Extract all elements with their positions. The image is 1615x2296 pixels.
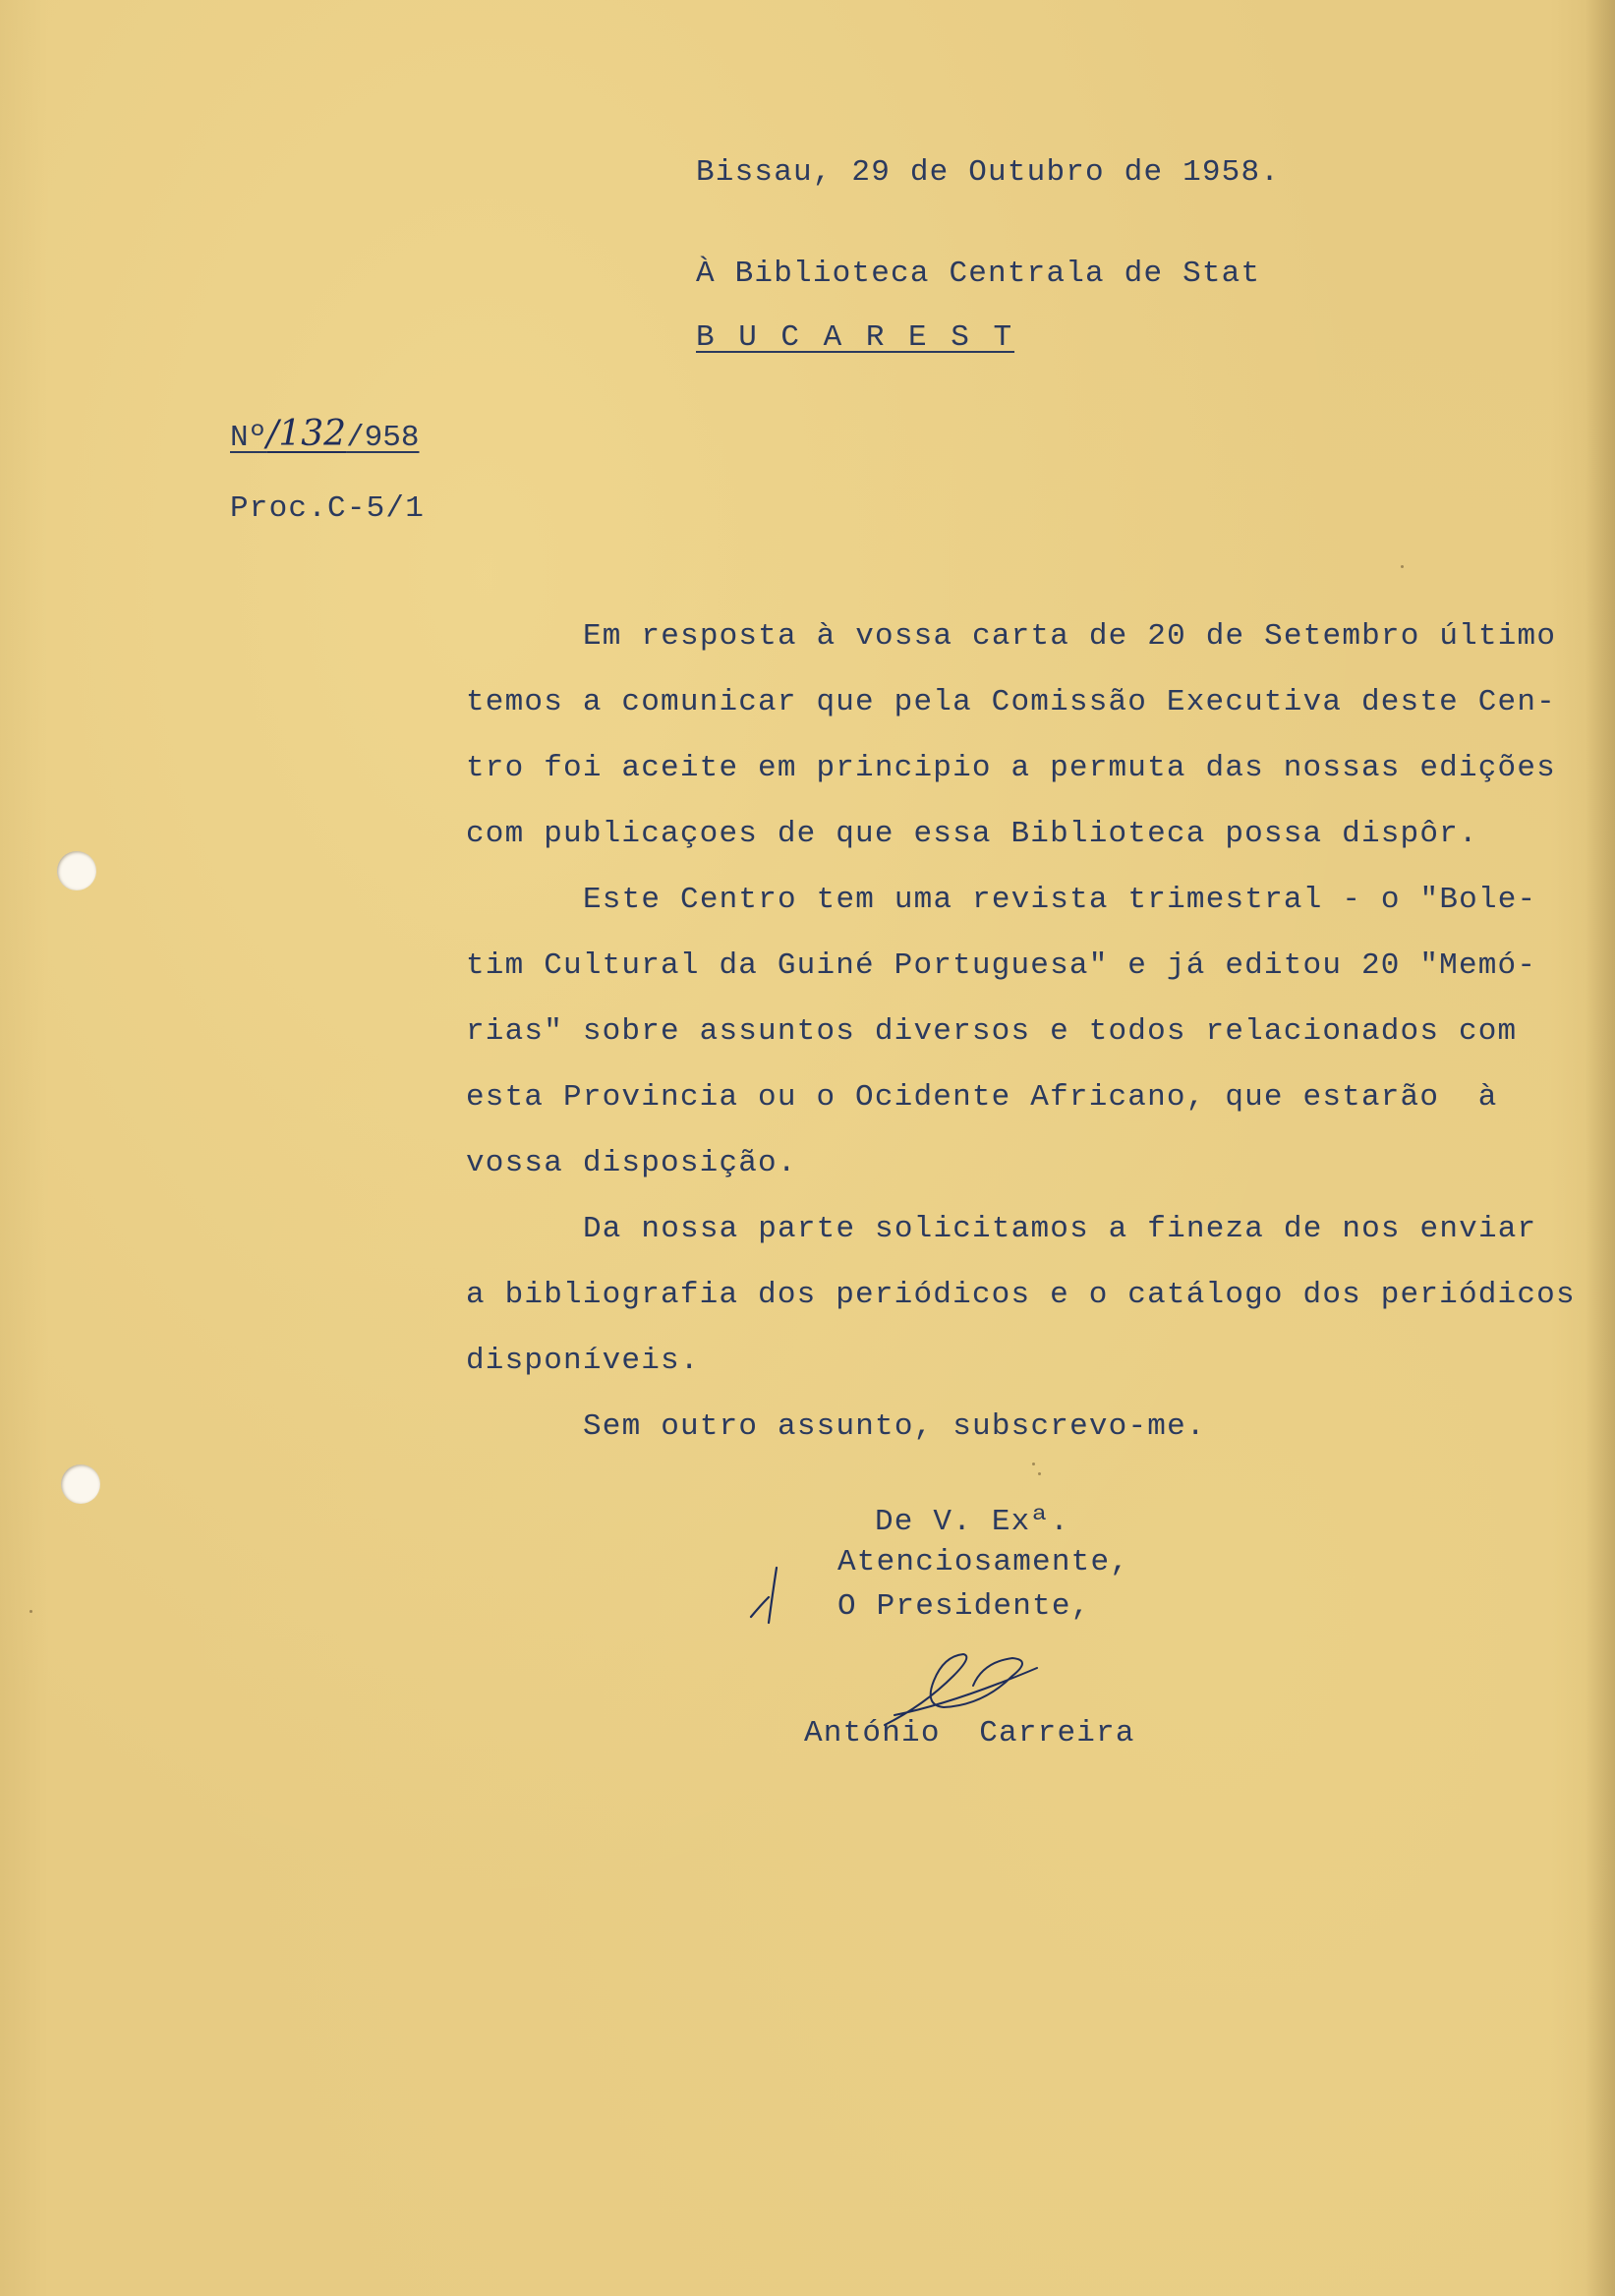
closing-title: O Presidente, [837,1589,1091,1624]
paper-edge-shadow [1586,0,1615,2296]
body-line-12: disponíveis. [466,1344,700,1378]
signatory-name: António Carreira [804,1716,1135,1751]
body-line-5: Este Centro tem uma revista trimestral - o "Bole- [583,883,1537,917]
reference-handwritten-number: /132 [266,414,347,454]
closing-salutation: De V. Exª. [875,1505,1070,1539]
body-line-4: com publicaçoes de que essa Biblioteca possa dispôr. [466,817,1478,851]
body-line-11: a bibliografia dos periódicos e o catálogo dos periódicos [466,1278,1576,1312]
reference-prefix: Nº [230,421,267,455]
body-line-10: Da nossa parte solicitamos a fineza de nos enviar [583,1212,1537,1246]
punch-hole-upper [57,851,96,890]
date-line: Bissau, 29 de Outubro de 1958. [696,155,1281,190]
body-line-3: tro foi aceite em principio a permuta das nossas edições [466,751,1556,785]
process-reference: Proc.C-5/1 [230,491,426,526]
paper-speck [1032,1463,1035,1465]
paper-speck [29,1610,32,1613]
handwritten-initial [747,1558,796,1627]
body-line-8: esta Provincia ou o Ocidente Africano, que estarão à [466,1080,1498,1115]
recipient-line: À Biblioteca Centrala de Stat [696,257,1261,291]
body-line-6: tim Cultural da Guiné Portuguesa" e já editou 20 "Memó- [466,948,1537,983]
body-line-7: rias" sobre assuntos diversos e todos relacionados com [466,1014,1518,1049]
reference-number [230,414,419,455]
closing-regards: Atenciosamente, [837,1545,1130,1579]
paper-speck [1038,1472,1041,1475]
punch-hole-lower [61,1464,100,1504]
body-line-2: temos a comunicar que pela Comissão Executiva deste Cen- [466,685,1556,719]
paper-speck [1401,565,1404,568]
reference-year: /958 [346,421,420,455]
body-line-13: Sem outro assunto, subscrevo-me. [583,1409,1206,1444]
recipient-city: B U C A R E S T [696,320,1015,355]
body-line-1: Em resposta à vossa carta de 20 de Setembro último [583,619,1557,654]
body-line-9: vossa disposição. [466,1146,797,1180]
